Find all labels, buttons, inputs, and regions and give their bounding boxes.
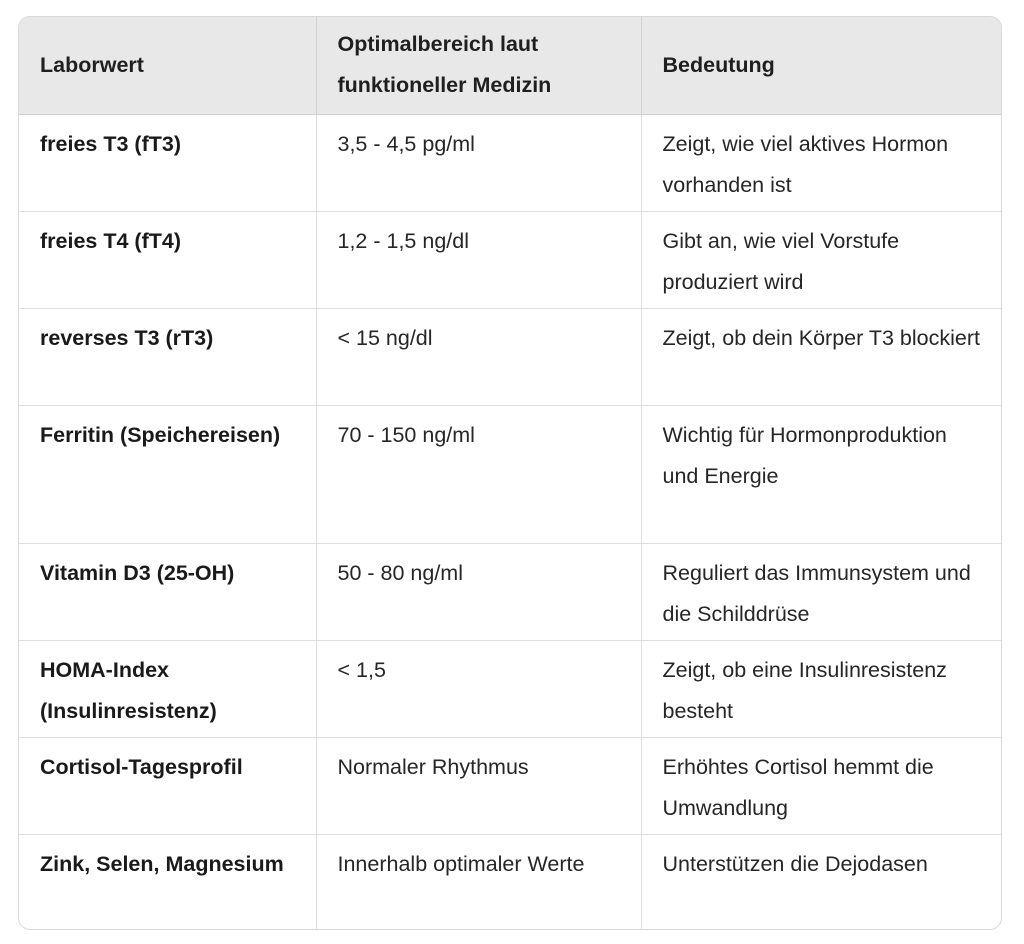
cell-bedeutung: Zeigt, ob eine Insulinresistenz besteht <box>641 640 1001 737</box>
cell-optimalbereich: 50 - 80 ng/ml <box>316 543 641 640</box>
table-body <box>19 114 1001 930</box>
header-optimalbereich: Optimalbereich laut funktioneller Medizin <box>316 17 641 114</box>
cell-bedeutung: Reguliert das Immunsystem und die Schilddrüse <box>641 543 1001 640</box>
cell-optimalbereich: Normaler Rhythmus <box>316 737 641 834</box>
cell-laborwert: Zink, Selen, Magnesium <box>19 834 316 930</box>
cell-bedeutung: Gibt an, wie viel Vorstufe produziert wird <box>641 211 1001 308</box>
cell-laborwert: freies T4 (fT4) <box>19 211 316 308</box>
cell-laborwert: reverses T3 (rT3) <box>19 308 316 405</box>
table-row <box>19 211 1001 308</box>
table-header <box>19 17 1001 114</box>
cell-laborwert: Ferritin (Speichereisen) <box>19 405 316 543</box>
cell-bedeutung: Zeigt, ob dein Körper T3 blockiert <box>641 308 1001 405</box>
cell-bedeutung: Unterstützen die Dejodasen <box>662 851 928 876</box>
cell-optimalbereich: Innerhalb optimaler Werte <box>316 834 641 930</box>
table-row <box>19 543 1001 640</box>
table-row <box>19 834 1001 930</box>
cell-optimalbereich: 70 - 150 ng/ml <box>316 405 641 543</box>
header-bedeutung: Bedeutung <box>641 17 1001 114</box>
cell-bedeutung: Zeigt, wie viel aktives Hormon vorhanden ist <box>641 114 1001 211</box>
table <box>19 17 1001 930</box>
cell-bedeutung: Erhöhtes Cortisol hemmt die Umwandlung <box>641 737 1001 834</box>
cell-optimalbereich: < 1,5 <box>316 640 641 737</box>
table-row <box>19 308 1001 405</box>
cell-optimalbereich: 1,2 - 1,5 ng/dl <box>316 211 641 308</box>
header-laborwert: Laborwert <box>19 17 316 114</box>
cell-laborwert: HOMA-Index (Insulinresistenz) <box>19 640 316 737</box>
table-row <box>19 737 1001 834</box>
header-row <box>19 17 1001 114</box>
cell-optimalbereich: 3,5 - 4,5 pg/ml <box>316 114 641 211</box>
lab-values-table <box>18 16 1002 930</box>
cell-laborwert: Vitamin D3 (25-OH) <box>19 543 316 640</box>
table-row <box>19 114 1001 211</box>
table-row <box>19 405 1001 543</box>
cell-optimalbereich: < 15 ng/dl <box>316 308 641 405</box>
table-row <box>19 640 1001 737</box>
cell-laborwert: freies T3 (fT3) <box>19 114 316 211</box>
cell-bedeutung: Wichtig für Hormonproduktion und Energie <box>641 405 1001 543</box>
cell-laborwert: Cortisol-Tagesprofil <box>19 737 316 834</box>
